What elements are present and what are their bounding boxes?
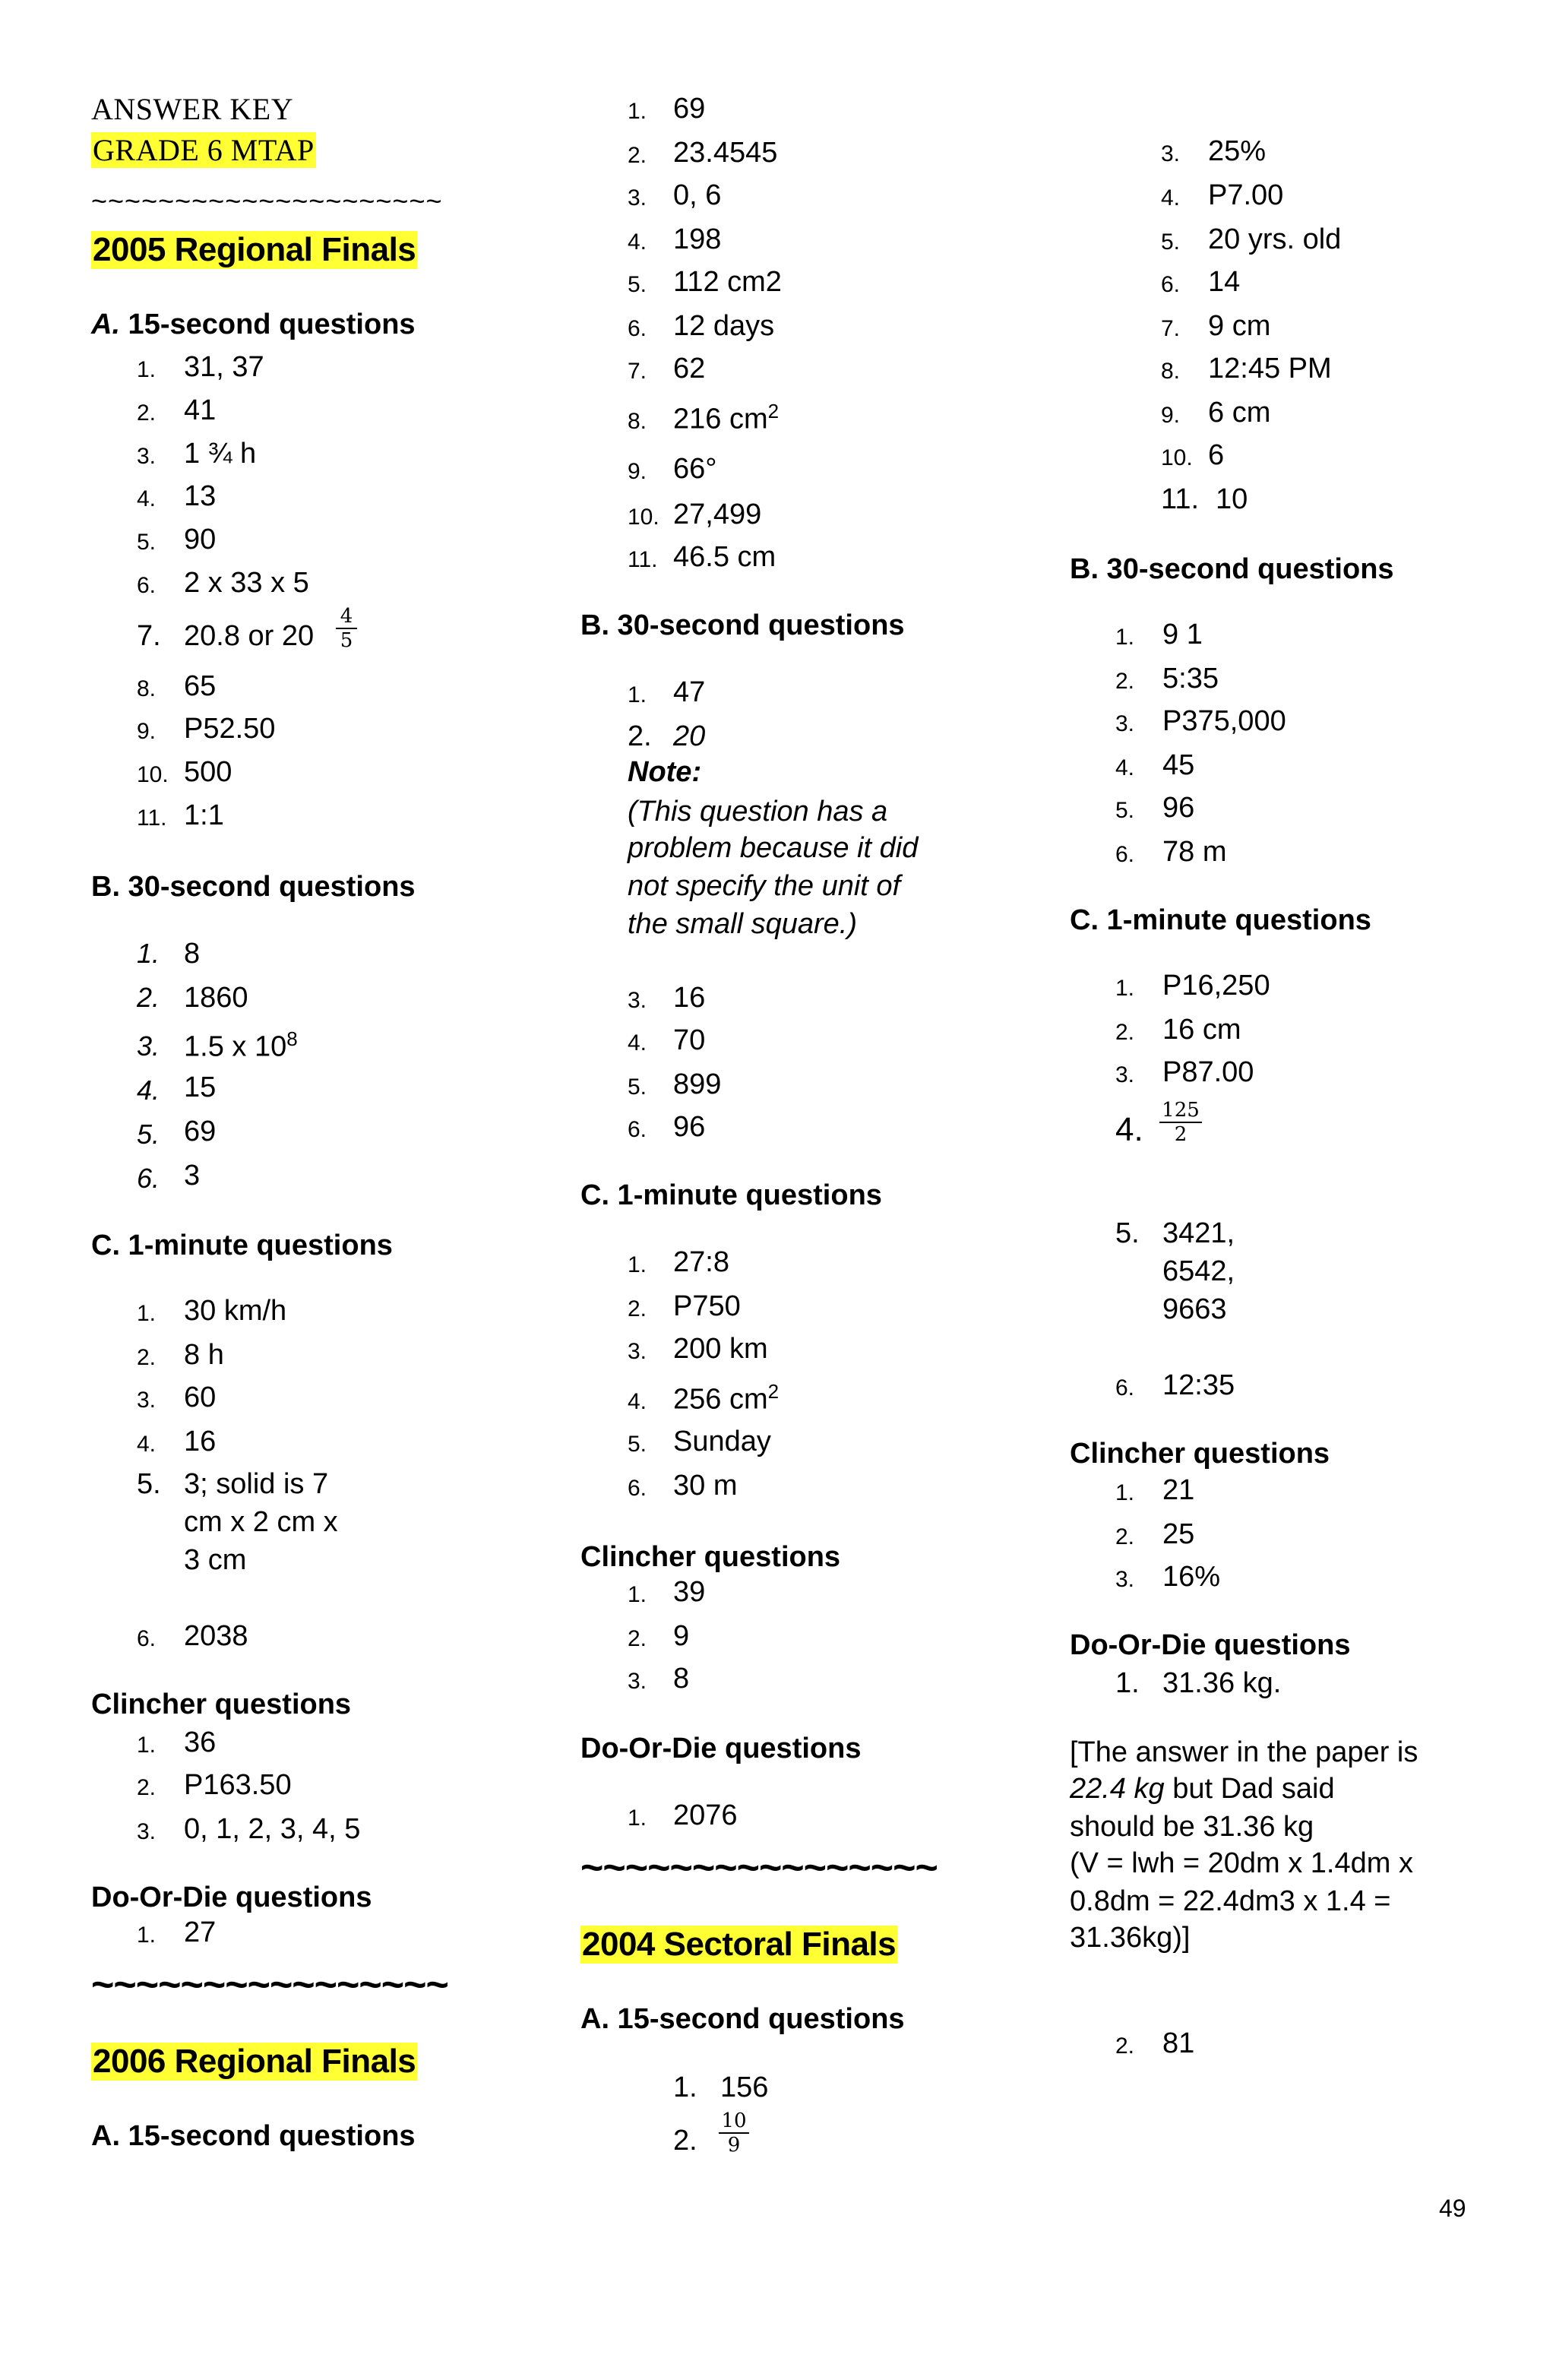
item-number: 2.: [137, 1775, 157, 1800]
answer: P750: [673, 1290, 741, 1322]
grade-heading: GRADE 6 MTAP: [93, 133, 315, 167]
answer: 31.36 kg.: [1162, 1667, 1282, 1699]
item-number: 7.: [628, 359, 647, 384]
subsection-15-second: A. 15-second questions: [91, 309, 416, 340]
section-2004-sectoral-finals: 2004 Sectoral Finals: [582, 1926, 897, 1963]
answer: 41: [184, 394, 217, 426]
answer: 6: [1208, 439, 1225, 471]
item-number: 11.: [137, 805, 167, 831]
note-text: 31.36kg)]: [1070, 1922, 1191, 1954]
item-number: 4.: [628, 1389, 647, 1414]
answer: 30 m: [673, 1470, 738, 1502]
answer: 16: [673, 982, 706, 1014]
answer: 14: [1208, 266, 1241, 298]
item-number: 6.: [1115, 1375, 1135, 1400]
note-text: the small square.): [628, 908, 858, 940]
answer: 198: [673, 223, 722, 255]
item-number: 2.: [1115, 1524, 1135, 1549]
subsection-15-second: A. 15-second questions: [91, 2120, 416, 2152]
item-number: 5.: [628, 272, 647, 297]
answer: 15: [184, 1071, 217, 1103]
item-number: 3.: [137, 1819, 157, 1844]
answer-key-heading: ANSWER KEY: [91, 92, 294, 126]
item-number: 2.: [137, 982, 160, 1013]
answer: 96: [673, 1111, 706, 1143]
item-number: 3.: [137, 1388, 157, 1413]
answer: 156: [720, 2071, 769, 2103]
answer: 46.5 cm: [673, 541, 776, 573]
note-text: should be 31.36 kg: [1070, 1811, 1314, 1843]
answer: P16,250: [1162, 970, 1270, 1002]
subsection-do-or-die: Do-Or-Die questions: [580, 1733, 862, 1764]
answer: 2 x 33 x 5: [184, 567, 309, 599]
answer: 9 cm: [1208, 310, 1271, 342]
answer: 216 $cm^2$: [673, 400, 780, 435]
item-number: 1.: [137, 1733, 157, 1758]
answer: 20: [673, 720, 706, 752]
answer: 500: [184, 756, 232, 788]
item-number: 5.: [137, 1468, 161, 1500]
item-number: 2.: [628, 720, 652, 752]
item-number: 8.: [1161, 359, 1181, 384]
item-number: 10.: [1161, 445, 1193, 470]
item-number: 8.: [628, 409, 647, 434]
item-number: 4.: [137, 486, 157, 511]
answer: 69: [184, 1116, 217, 1147]
answer: 45: [1162, 749, 1195, 781]
item-number: 9.: [137, 719, 157, 744]
item-number: 1.: [673, 2071, 697, 2103]
answer: 27,499: [673, 498, 762, 530]
answer: 3421,: [1162, 1217, 1235, 1249]
answer: 36: [184, 1726, 217, 1758]
answer: 3; solid is 7: [184, 1468, 329, 1500]
note-text: 0.8dm = 22.4dm3 x 1.4 =: [1070, 1885, 1391, 1917]
item-number: 2.: [137, 400, 157, 426]
item-number: 10.: [628, 505, 659, 530]
subsection-30-second: B. 30-second questions: [580, 609, 905, 641]
item-number: 5.: [1161, 229, 1181, 255]
item-number: 4.: [137, 1074, 160, 1106]
section-2006-regional-finals: 2006 Regional Finals: [93, 2043, 416, 2080]
item-number: 11.: [628, 547, 658, 572]
answer: 16: [184, 1426, 217, 1457]
item-number: 2.: [1115, 1020, 1135, 1045]
answer: 112 cm2: [673, 266, 782, 298]
answer: 0, 6: [673, 179, 722, 211]
answer: 12:35: [1162, 1369, 1235, 1401]
item-number: 1.: [628, 1582, 647, 1607]
answer: 25: [1162, 1518, 1195, 1550]
answer: 78 m: [1162, 836, 1227, 868]
subsection-clincher: Clincher questions: [1070, 1438, 1330, 1470]
answer: 20.8 or 20: [184, 620, 315, 652]
answer: 69: [673, 93, 706, 125]
item-number: 1.: [1115, 1667, 1140, 1699]
answer: 60: [184, 1381, 217, 1413]
answer: P87.00: [1162, 1056, 1254, 1088]
item-number: 1.: [1115, 976, 1135, 1001]
item-number: 1.: [137, 1301, 157, 1326]
answer: 16%: [1162, 1561, 1221, 1593]
answer: 65: [184, 670, 217, 702]
note-text: [The answer in the paper is: [1070, 1736, 1418, 1768]
answer: 10: [1216, 483, 1248, 515]
answer: 200 km: [673, 1333, 768, 1365]
item-number: 2.: [628, 143, 647, 168]
item-number: 1.: [628, 1252, 647, 1277]
answer: 16 cm: [1162, 1014, 1241, 1046]
item-number: 3.: [137, 1030, 160, 1062]
item-number: 8.: [137, 676, 157, 701]
item-number: 3.: [1115, 1062, 1135, 1087]
answer: 62: [673, 353, 706, 385]
note-text: problem because it did: [628, 832, 919, 864]
subsection-30-second: B. 30-second questions: [91, 871, 416, 903]
item-number: 3.: [628, 988, 647, 1013]
tilde-divider: ~~~~~~~~~~~~~~~~~~~~~: [91, 185, 443, 217]
item-number: 3.: [137, 444, 157, 469]
answer: P7.00: [1208, 179, 1284, 211]
answer: 13: [184, 480, 217, 512]
answer: 1.5 x $10^8$: [184, 1027, 298, 1063]
fraction-four-fifths: $\frac{4}{5}$: [336, 605, 357, 652]
answer: 70: [673, 1024, 706, 1056]
tilde-divider: ~~~~~~~~~~~~~~~~: [580, 1846, 938, 1890]
answer: 2038: [184, 1620, 248, 1652]
item-number: 1.: [1115, 625, 1135, 650]
fraction-ten-ninths: $\frac{10}{9}$: [719, 2109, 749, 2157]
item-number: 7.: [1161, 316, 1181, 341]
subsection-15-second: A. 15-second questions: [580, 2003, 905, 2035]
item-number: 2.: [673, 2125, 697, 2157]
subsection-clincher: Clincher questions: [580, 1541, 841, 1573]
item-number: 2.: [1115, 669, 1135, 694]
answer: 3 cm: [184, 1544, 247, 1576]
item-number: 11.: [1161, 483, 1200, 515]
answer: 256 $cm^2$: [673, 1380, 780, 1416]
item-number: 5.: [1115, 1217, 1140, 1249]
answer: 9 1: [1162, 619, 1203, 650]
subsection-1-minute: C. 1-minute questions: [580, 1179, 882, 1211]
item-number: 9.: [1161, 403, 1181, 428]
note-text: 22.4 kg but Dad said: [1070, 1773, 1335, 1805]
subsection-1-minute: C. 1-minute questions: [91, 1230, 393, 1261]
answer: 47: [673, 676, 706, 708]
item-number: 4.: [1115, 1111, 1143, 1148]
answer: 9: [673, 1620, 690, 1652]
item-number: 4.: [628, 229, 647, 255]
tilde-divider: ~~~~~~~~~~~~~~~~: [91, 1963, 448, 2007]
answer: 9663: [1162, 1293, 1227, 1325]
fraction-125-over-2: $\frac{125}{2}$: [1159, 1099, 1202, 1146]
item-number: 4.: [137, 1432, 157, 1457]
subsection-do-or-die: Do-Or-Die questions: [91, 1882, 372, 1913]
answer: P163.50: [184, 1769, 292, 1801]
subsection-30-second: B. 30-second questions: [1070, 553, 1394, 585]
item-number: 4.: [1115, 755, 1135, 780]
answer: cm x 2 cm x: [184, 1506, 338, 1538]
item-number: 1.: [1115, 1480, 1135, 1505]
subsection-1-minute: C. 1-minute questions: [1070, 904, 1371, 936]
answer: 3: [184, 1160, 201, 1192]
item-number: 3.: [1115, 1567, 1135, 1592]
item-number: 6.: [1161, 272, 1181, 297]
item-number: 6.: [628, 1117, 647, 1142]
answer: 20 yrs. old: [1208, 223, 1342, 255]
item-number: 5.: [137, 530, 157, 555]
item-number: 9.: [628, 459, 647, 484]
item-number: 5.: [1115, 798, 1135, 823]
answer: 39: [673, 1576, 706, 1608]
page-number: 49: [1439, 2195, 1466, 2222]
subsection-clincher: Clincher questions: [91, 1688, 352, 1720]
note-text: (V = lwh = 20dm x 1.4dm x: [1070, 1847, 1413, 1879]
answer: 8 h: [184, 1339, 224, 1371]
answer: Sunday: [673, 1426, 771, 1457]
item-number: 6.: [137, 573, 157, 598]
item-number: 1.: [628, 682, 647, 707]
answer: 12:45 PM: [1208, 353, 1332, 385]
item-number: 1.: [137, 1923, 157, 1948]
item-number: 2.: [1115, 2033, 1135, 2059]
answer: 31, 37: [184, 351, 264, 383]
section-2005-regional-finals: 2005 Regional Finals: [93, 231, 416, 268]
item-number: 1.: [137, 357, 157, 382]
item-number: 2.: [628, 1626, 647, 1651]
answer: 25%: [1208, 135, 1267, 167]
item-number: 3.: [628, 185, 647, 210]
note-label: Note:: [628, 756, 702, 788]
answer: P375,000: [1162, 705, 1286, 737]
item-number: 6.: [137, 1163, 160, 1194]
answer: 6 cm: [1208, 397, 1271, 429]
answer: 81: [1162, 2027, 1195, 2059]
answer: 96: [1162, 792, 1195, 824]
answer: P52.50: [184, 713, 276, 745]
answer: 1 ¾ h: [184, 438, 257, 470]
answer: 23.4545: [673, 137, 778, 169]
item-number: 6.: [628, 316, 647, 341]
item-number: 1.: [137, 938, 160, 969]
answer: 66°: [673, 453, 717, 485]
answer: 2076: [673, 1799, 738, 1831]
answer: 30 km/h: [184, 1295, 287, 1327]
item-number: 10.: [137, 762, 169, 787]
answer: 27:8: [673, 1246, 729, 1278]
item-number: 1.: [628, 1806, 647, 1831]
item-number: 5.: [628, 1074, 647, 1100]
item-number: 4.: [628, 1030, 647, 1055]
answer: 21: [1162, 1474, 1195, 1506]
item-number: 1.: [628, 99, 647, 124]
answer: 90: [184, 524, 217, 555]
item-number: 3.: [1161, 141, 1181, 166]
item-number: 5.: [628, 1432, 647, 1457]
item-number: 5.: [137, 1119, 160, 1150]
item-number: 3.: [1115, 711, 1135, 736]
answer: 0, 1, 2, 3, 4, 5: [184, 1813, 361, 1845]
answer: 899: [673, 1068, 722, 1100]
answer: 12 days: [673, 310, 775, 342]
item-number: 6.: [137, 1626, 157, 1651]
note-text: not specify the unit of: [628, 870, 901, 902]
item-number: 3.: [628, 1669, 647, 1694]
answer: 8: [673, 1663, 690, 1695]
answer: 1860: [184, 982, 248, 1014]
item-number: 6.: [1115, 842, 1135, 867]
item-number: 6.: [628, 1476, 647, 1501]
item-number: 3.: [628, 1339, 647, 1364]
subsection-do-or-die: Do-Or-Die questions: [1070, 1629, 1351, 1661]
item-number: 4.: [1161, 185, 1181, 210]
answer: 6542,: [1162, 1255, 1235, 1287]
answer: 1:1: [184, 799, 224, 831]
item-number: 2.: [137, 1345, 157, 1370]
item-number: 2.: [628, 1296, 647, 1321]
answer: 27: [184, 1916, 217, 1948]
answer: 8: [184, 938, 201, 970]
answer: 5:35: [1162, 663, 1219, 695]
item-number: 7.: [137, 620, 161, 652]
note-text: (This question has a: [628, 796, 888, 828]
